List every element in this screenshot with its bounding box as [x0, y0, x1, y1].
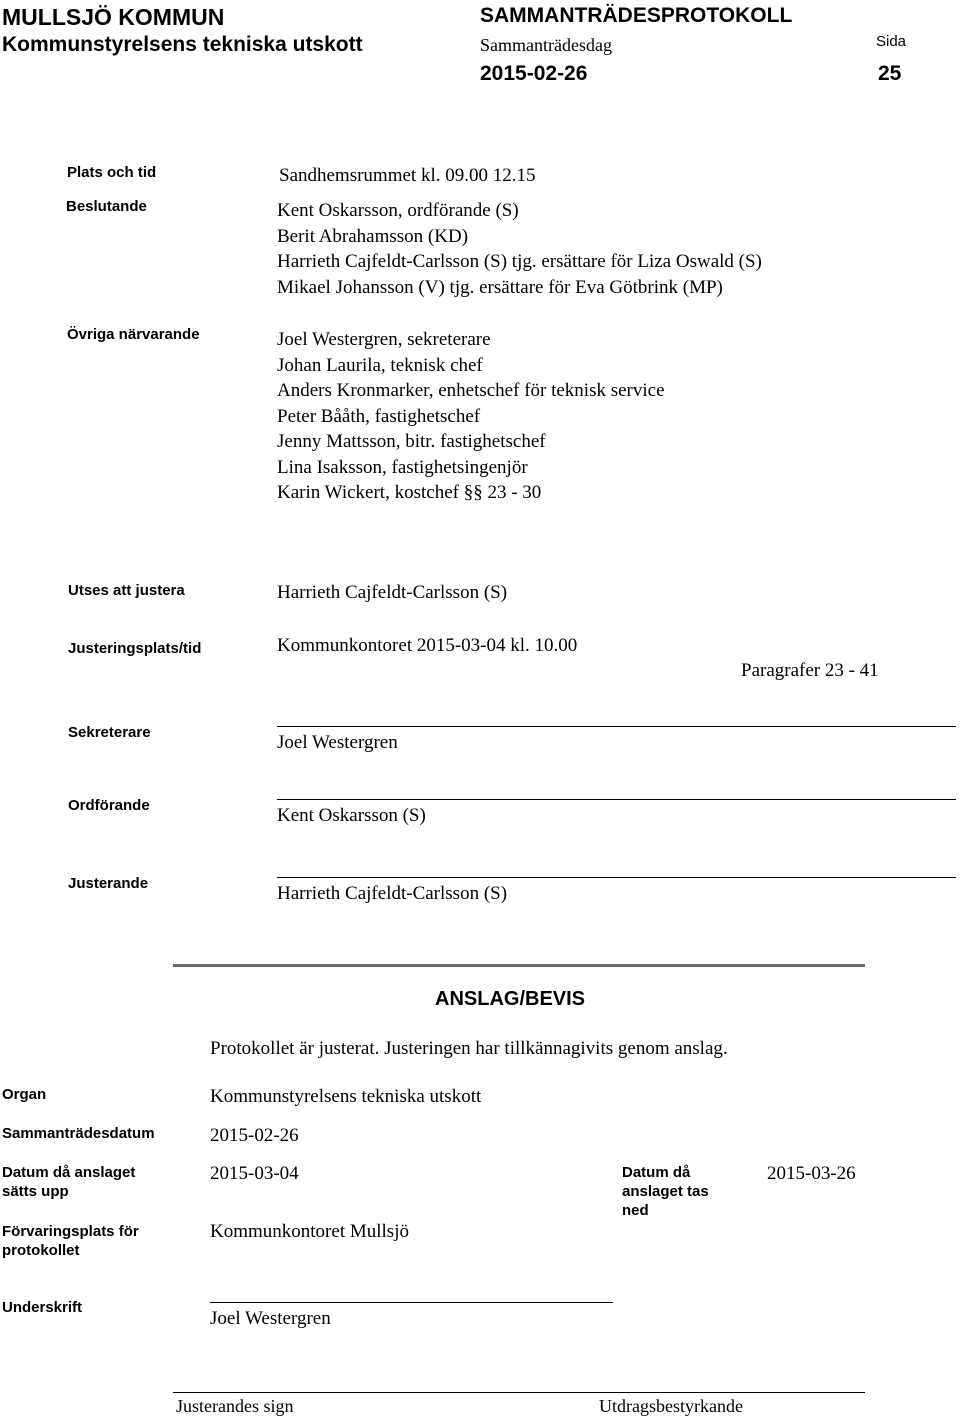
municipality-name: MULLSJÖ KOMMUN — [2, 4, 225, 30]
others-present-list — [277, 327, 665, 506]
present-person: Johan Laurila, teknisk chef — [277, 354, 483, 376]
signature-name: Joel Westergren — [210, 1308, 331, 1329]
storage-label-line: protokollet — [2, 1242, 80, 1259]
present-person: Lina Isaksson, fastighetsingenjör — [277, 456, 528, 478]
signature-label: Underskrift — [2, 1299, 83, 1316]
removed-date-label-line: anslaget tas — [622, 1183, 709, 1200]
adjuster-signature-line — [277, 877, 956, 878]
page-label: Sida — [876, 33, 907, 50]
removed-date-value: 2015-03-26 — [767, 1163, 856, 1184]
appointed-adjuster-label: Utses att justera — [68, 582, 185, 599]
storage-value: Kommunkontoret Mullsjö — [210, 1221, 409, 1242]
meeting-date-label: Sammanträdesdag — [480, 35, 612, 55]
meeting-date-field-value: 2015-02-26 — [210, 1125, 299, 1146]
present-person: Anders Kronmarker, enhetschef för teknisk service — [277, 380, 665, 401]
chair-label: Ordförande — [68, 797, 150, 814]
chair-signature-line — [277, 799, 956, 800]
paragraphs: Paragrafer 23 - 41 — [741, 660, 879, 681]
adjust-place-label: Justeringsplats/tid — [68, 640, 202, 657]
secretary-label: Sekreterare — [68, 724, 151, 741]
signature-line — [210, 1302, 613, 1303]
removed-date-label-line: ned — [622, 1202, 649, 1219]
place-time-value: Sandhemsrummet kl. 09.00 12.15 — [279, 165, 536, 186]
notice-statement: Protokollet är justerat. Justeringen har tillkännagivits genom anslag. — [210, 1038, 728, 1059]
storage-label — [2, 1222, 139, 1260]
deciding-list — [277, 198, 762, 300]
adjuster-name: Harrieth Cajfeldt-Carlsson (S) — [277, 883, 508, 904]
organ-label: Organ — [2, 1086, 47, 1103]
adjuster-label: Justerande — [68, 875, 149, 892]
deciding-member: Mikael Johansson (V) tjg. ersättare för Eva Götbrink (MP) — [277, 276, 723, 298]
organ-value: Kommunstyrelsens tekniska utskott — [210, 1086, 482, 1107]
chair-name: Kent Oskarsson (S) — [277, 805, 426, 826]
removed-date-label-line: Datum då — [622, 1164, 691, 1181]
place-time-label: Plats och tid — [67, 164, 157, 181]
deciding-member: Harrieth Cajfeldt-Carlsson (S) tjg. ersättare för Liza Oswald (S) — [277, 251, 762, 272]
meeting-date-field-label: Sammanträdesdatum — [2, 1125, 155, 1142]
appointed-adjuster-value: Harrieth Cajfeldt-Carlsson (S) — [277, 582, 508, 603]
document-type: SAMMANTRÄDESPROTOKOLL — [480, 4, 793, 27]
deciding-member: Berit Abrahamsson (KD) — [277, 225, 469, 247]
present-person: Jenny Mattsson, bitr. fastighetschef — [277, 431, 546, 452]
secretary-signature-line — [277, 726, 956, 727]
removed-date-label — [622, 1163, 709, 1220]
present-person: Joel Westergren, sekreterare — [277, 329, 491, 350]
notice-title: ANSLAG/BEVIS — [435, 988, 586, 1010]
adjuster-sign-label: Justerandes sign — [176, 1396, 294, 1416]
meeting-date: 2015-02-26 — [480, 62, 588, 85]
posted-date-label — [2, 1163, 135, 1201]
others-present-label: Övriga närvarande — [67, 326, 200, 343]
present-person: Karin Wickert, kostchef §§ 23 - 30 — [277, 482, 542, 503]
notice-divider — [173, 964, 865, 967]
page-number: 25 — [878, 62, 902, 85]
storage-label-line: Förvaringsplats för — [2, 1223, 139, 1240]
posted-date-label-line: Datum då anslaget — [2, 1164, 136, 1181]
present-person: Peter Bååth, fastighetschef — [277, 405, 481, 427]
extract-certification-label: Utdragsbestyrkande — [599, 1396, 743, 1416]
committee-name: Kommunstyrelsens tekniska utskott — [2, 33, 363, 56]
footer-divider — [173, 1392, 865, 1393]
deciding-member: Kent Oskarsson, ordförande (S) — [277, 200, 519, 221]
deciding-label: Beslutande — [66, 198, 147, 215]
secretary-name: Joel Westergren — [277, 732, 398, 753]
adjust-place-value: Kommunkontoret 2015-03-04 kl. 10.00 — [277, 635, 578, 656]
posted-date-label-line: sätts upp — [2, 1183, 69, 1200]
posted-date-value: 2015-03-04 — [210, 1163, 299, 1184]
